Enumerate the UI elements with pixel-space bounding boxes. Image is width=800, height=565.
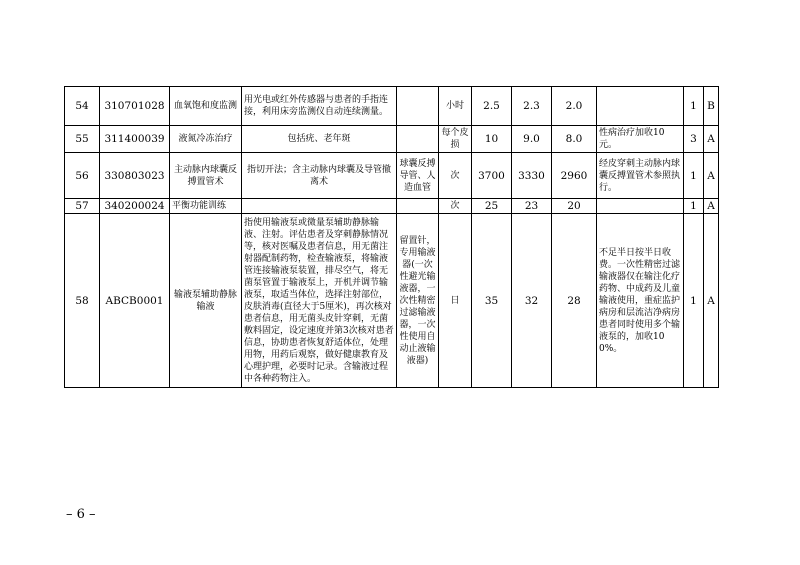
- item-code: 340200024: [100, 199, 170, 214]
- table-row: [65, 126, 719, 153]
- level: 1: [684, 199, 704, 214]
- item-content: 指切开法；含主动脉内球囊及导管撤离术: [242, 153, 397, 199]
- table-row: [65, 153, 719, 199]
- item-content: 包括疣、老年斑: [242, 126, 397, 153]
- price-level-2: 23: [512, 199, 552, 214]
- row-number: 55: [65, 126, 100, 153]
- item-code: ABCB0001: [100, 214, 170, 388]
- price-level-1: 2.5: [472, 87, 512, 126]
- note: [597, 87, 684, 126]
- note: 性病治疗加收10元。: [597, 126, 684, 153]
- level: 1: [684, 153, 704, 199]
- item-content: 指使用输液泵或微量泵辅助静脉输液、注射。评估患者及穿刺静脉情况等，核对医嘱及患者信息，用无菌注射器配制药物，检查输液泵，将输液管连接输液泵装置，排尽空气，将无菌泵管置于输液泵上，开机并调节输液泵，取适当体位，选择注射部位，皮肤消毒(直径大于5厘米)，再次核对患者信息，用无菌头皮针穿刺，无菌敷料固定，设定速度并第3次核对患者信息，协助患者恢复舒适体位，处理用物，用药后观察，做好健康教育及心理护理，必要时记录。含输液过程中各种药物注入。: [242, 214, 397, 388]
- price-level-1: 10: [472, 126, 512, 153]
- item-name: 主动脉内球囊反搏置管术: [170, 153, 242, 199]
- excluded-items: [397, 87, 439, 126]
- category: A: [704, 126, 719, 153]
- price-level-3: 2960: [552, 153, 597, 199]
- price-level-1: 3700: [472, 153, 512, 199]
- price-level-3: 8.0: [552, 126, 597, 153]
- excluded-items: 球囊反搏导管、人造血管: [397, 153, 439, 199]
- unit: 小时: [439, 87, 472, 126]
- table-row: [65, 214, 719, 388]
- item-content: 用光电或红外传感器与患者的手指连接，利用床旁监测仪自动连续测量。: [242, 87, 397, 126]
- unit: 次: [439, 199, 472, 214]
- price-level-1: 25: [472, 199, 512, 214]
- item-name: 血氧饱和度监测: [170, 87, 242, 126]
- note: 不足半日按半日收费。一次性精密过滤输液器仅在输注化疗药物、中成药及儿童输液使用，重症监护病房和层流洁净病房患者同时使用多个输液泵的，加收100%。: [597, 214, 684, 388]
- price-level-3: 28: [552, 214, 597, 388]
- unit: 每个皮损: [439, 126, 472, 153]
- item-content: [242, 199, 397, 214]
- price-level-2: 3330: [512, 153, 552, 199]
- table-row: [65, 87, 719, 126]
- category: A: [704, 199, 719, 214]
- note: 经皮穿刺主动脉内球囊反搏置管术参照执行。: [597, 153, 684, 199]
- level: 1: [684, 87, 704, 126]
- item-name: 平衡功能训练: [170, 199, 242, 214]
- unit: 日: [439, 214, 472, 388]
- item-name: 液氮冷冻治疗: [170, 126, 242, 153]
- price-level-2: 2.3: [512, 87, 552, 126]
- category: A: [704, 153, 719, 199]
- row-number: 56: [65, 153, 100, 199]
- price-level-3: 20: [552, 199, 597, 214]
- price-level-2: 32: [512, 214, 552, 388]
- page-number: – 6 –: [66, 507, 96, 522]
- excluded-items: 留置针，专用输液器(一次性避光输液器，一次性精密过滤输液器，一次性使用自动止液输液器): [397, 214, 439, 388]
- level: 3: [684, 126, 704, 153]
- excluded-items: [397, 199, 439, 214]
- price-level-1: 35: [472, 214, 512, 388]
- table-row: [65, 199, 719, 214]
- excluded-items: [397, 126, 439, 153]
- row-number: 58: [65, 214, 100, 388]
- unit: 次: [439, 153, 472, 199]
- category: A: [704, 214, 719, 388]
- price-level-2: 9.0: [512, 126, 552, 153]
- item-code: 330803023: [100, 153, 170, 199]
- fee-table: [64, 86, 719, 388]
- level: 1: [684, 214, 704, 388]
- item-code: 311400039: [100, 126, 170, 153]
- row-number: 57: [65, 199, 100, 214]
- note: [597, 199, 684, 214]
- item-code: 310701028: [100, 87, 170, 126]
- row-number: 54: [65, 87, 100, 126]
- category: B: [704, 87, 719, 126]
- item-name: 输液泵辅助静脉输液: [170, 214, 242, 388]
- price-level-3: 2.0: [552, 87, 597, 126]
